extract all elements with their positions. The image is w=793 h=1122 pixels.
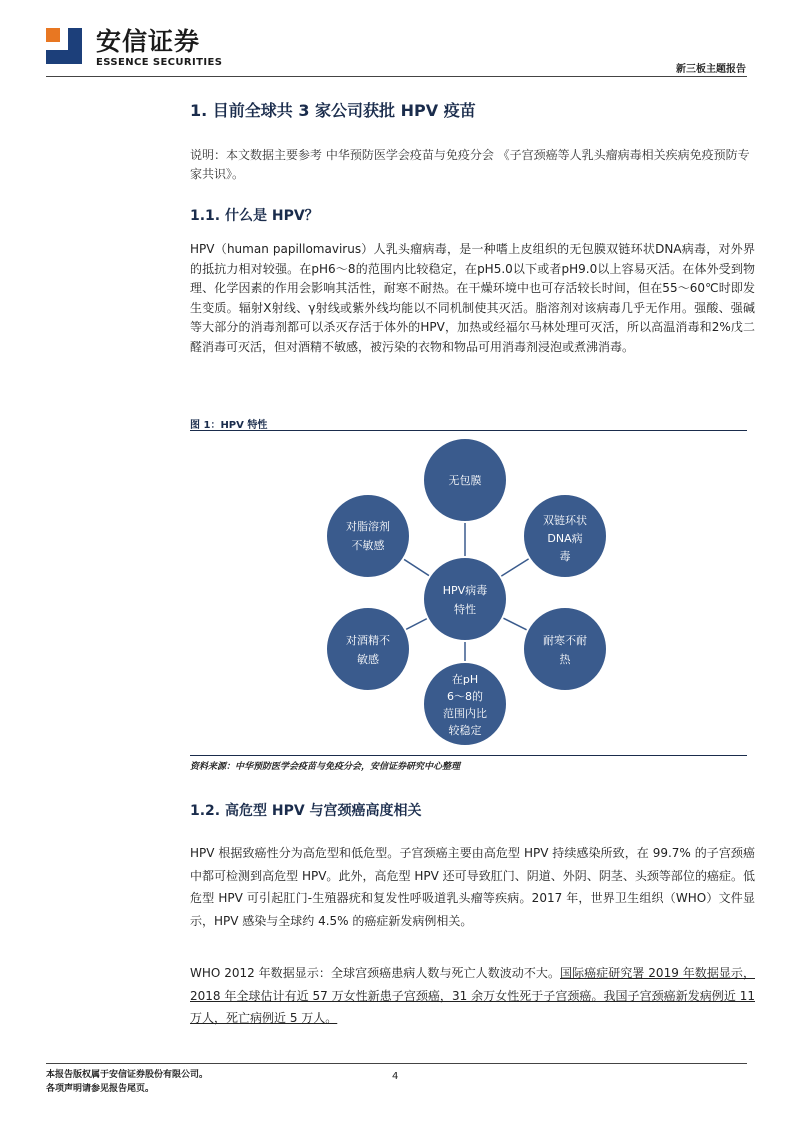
report-type-label: 新三板主题报告 (676, 64, 746, 75)
node-circle-alcohol (326, 607, 410, 691)
node-label: 对酒精不 (346, 634, 390, 647)
center-label: 特性 (454, 603, 476, 616)
copyright-text: 本报告版权属于安信证券股份有限公司。 (46, 1070, 209, 1080)
paragraph-2-underlined: 国际癌症研究署 2019 年数据显示，2018 年全球估计有近 57 万女性新患子宫颈癌，31 余万女性死于子宫颈癌。我国子宫颈癌新发病例近 11 万人，死亡病例近 5 万人。 (190, 966, 755, 1025)
node-label: 毒 (559, 550, 571, 563)
section-1-2-paragraph-1: HPV 根据致癌性分为高危型和低危型。子宫颈癌主要由高危型 HPV 持续感染所致，在 99.7% 的子宫颈癌中都可检测到高危型 HPV。此外，高危型 HPV 还可导致肛门、阴道、外阴、阴茎、头颈等部位的癌症。低危型 HPV 可引起肛门-生殖器疣和复发性呼吸道乳头瘤等疾病。2017 年，世界卫生组织（WHO）文件显示，HPV 感染与全球约 4.5% 的癌症新发病例相关。 (190, 846, 755, 928)
node-label: DNA病 (547, 532, 583, 545)
footer-divider (46, 1063, 747, 1064)
node-circle-lipid-solvent (326, 494, 410, 578)
section-1-1-paragraph: HPV（human papillomavirus）人乳头瘤病毒，是一种嗜上皮组织的无包膜双链环状DNA病毒，对外界的抵抗力相对较强。在pH6～8的范围内比较稳定，在pH5.0以下或者pH9.0以上容易灭活。在体外受到物理、化学因素的作用会影响其活性，耐寒不耐热。在干燥环境中也可存活较长时间，但在55～60℃时即发生变质。辐射X射线、γ射线或紫外线均能以不同机制使其灭活。脂溶剂对该病毒几乎无作用。强酸、强碱等大部分的消毒剂都可以杀灭存活于体外的HPV，加热或经福尔马林处理可灭活，所以高温消毒和2%戊二醛消毒可灭活，但对酒精不敏感，被污染的衣物和物品可用消毒剂浸泡或煮沸消毒。 (190, 242, 755, 354)
figure-bottom-rule (190, 755, 747, 756)
node-label: 耐寒不耐 (543, 634, 587, 647)
page-number: 4 (392, 1071, 399, 1082)
section-1-1-title: 1.1. 什么是 HPV？ (190, 208, 319, 224)
node-label: 6～8的 (447, 690, 483, 703)
header-divider (46, 76, 747, 77)
center-label: HPV病毒 (442, 584, 488, 597)
figure-1-title: 图 1：HPV 特性 (190, 420, 268, 431)
section-1-title: 1. 目前全球共 3 家公司获批 HPV 疫苗 (190, 101, 476, 120)
section-1-2-paragraph-2 (190, 962, 755, 1030)
node-label: 较稳定 (448, 724, 482, 737)
node-label: 在pH (451, 673, 479, 686)
node-circle-cold-resistant (523, 607, 607, 691)
node-label: 双链环状 (543, 514, 587, 527)
source-note: 说明：本文数据主要参考 中华预防医学会疫苗与免疫分会 《子宫颈癌等人乳头瘤病毒相关疾病免疫预防专家共识》。 (190, 148, 750, 181)
node-label: 敏感 (357, 653, 379, 666)
footer-notice (46, 1068, 208, 1096)
figure-top-rule (190, 430, 747, 431)
essence-logo-icon (46, 28, 82, 64)
node-label: 热 (559, 653, 571, 666)
paragraph-2-lead: WHO 2012 年数据显示：全球宫颈癌患病人数与死亡人数波动不大。 (190, 966, 561, 980)
center-circle (423, 557, 507, 641)
brand-name-en: ESSENCE SECURITIES (96, 57, 223, 68)
node-label: 无包膜 (448, 474, 482, 487)
brand-name-cn: 安信证券 (96, 27, 201, 56)
figure-source: 资料来源：中华预防医学会疫苗与免疫分会，安信证券研究中心整理 (190, 762, 461, 772)
node-label: 对脂溶剂 (346, 520, 390, 533)
hpv-characteristics-diagram (300, 436, 630, 752)
node-label: 不敏感 (351, 539, 385, 552)
section-1-2-title: 1.2. 高危型 HPV 与宫颈癌高度相关 (190, 803, 422, 819)
node-label: 范围内比 (443, 707, 487, 720)
disclaimer-text: 各项声明请参见报告尾页。 (46, 1084, 155, 1094)
